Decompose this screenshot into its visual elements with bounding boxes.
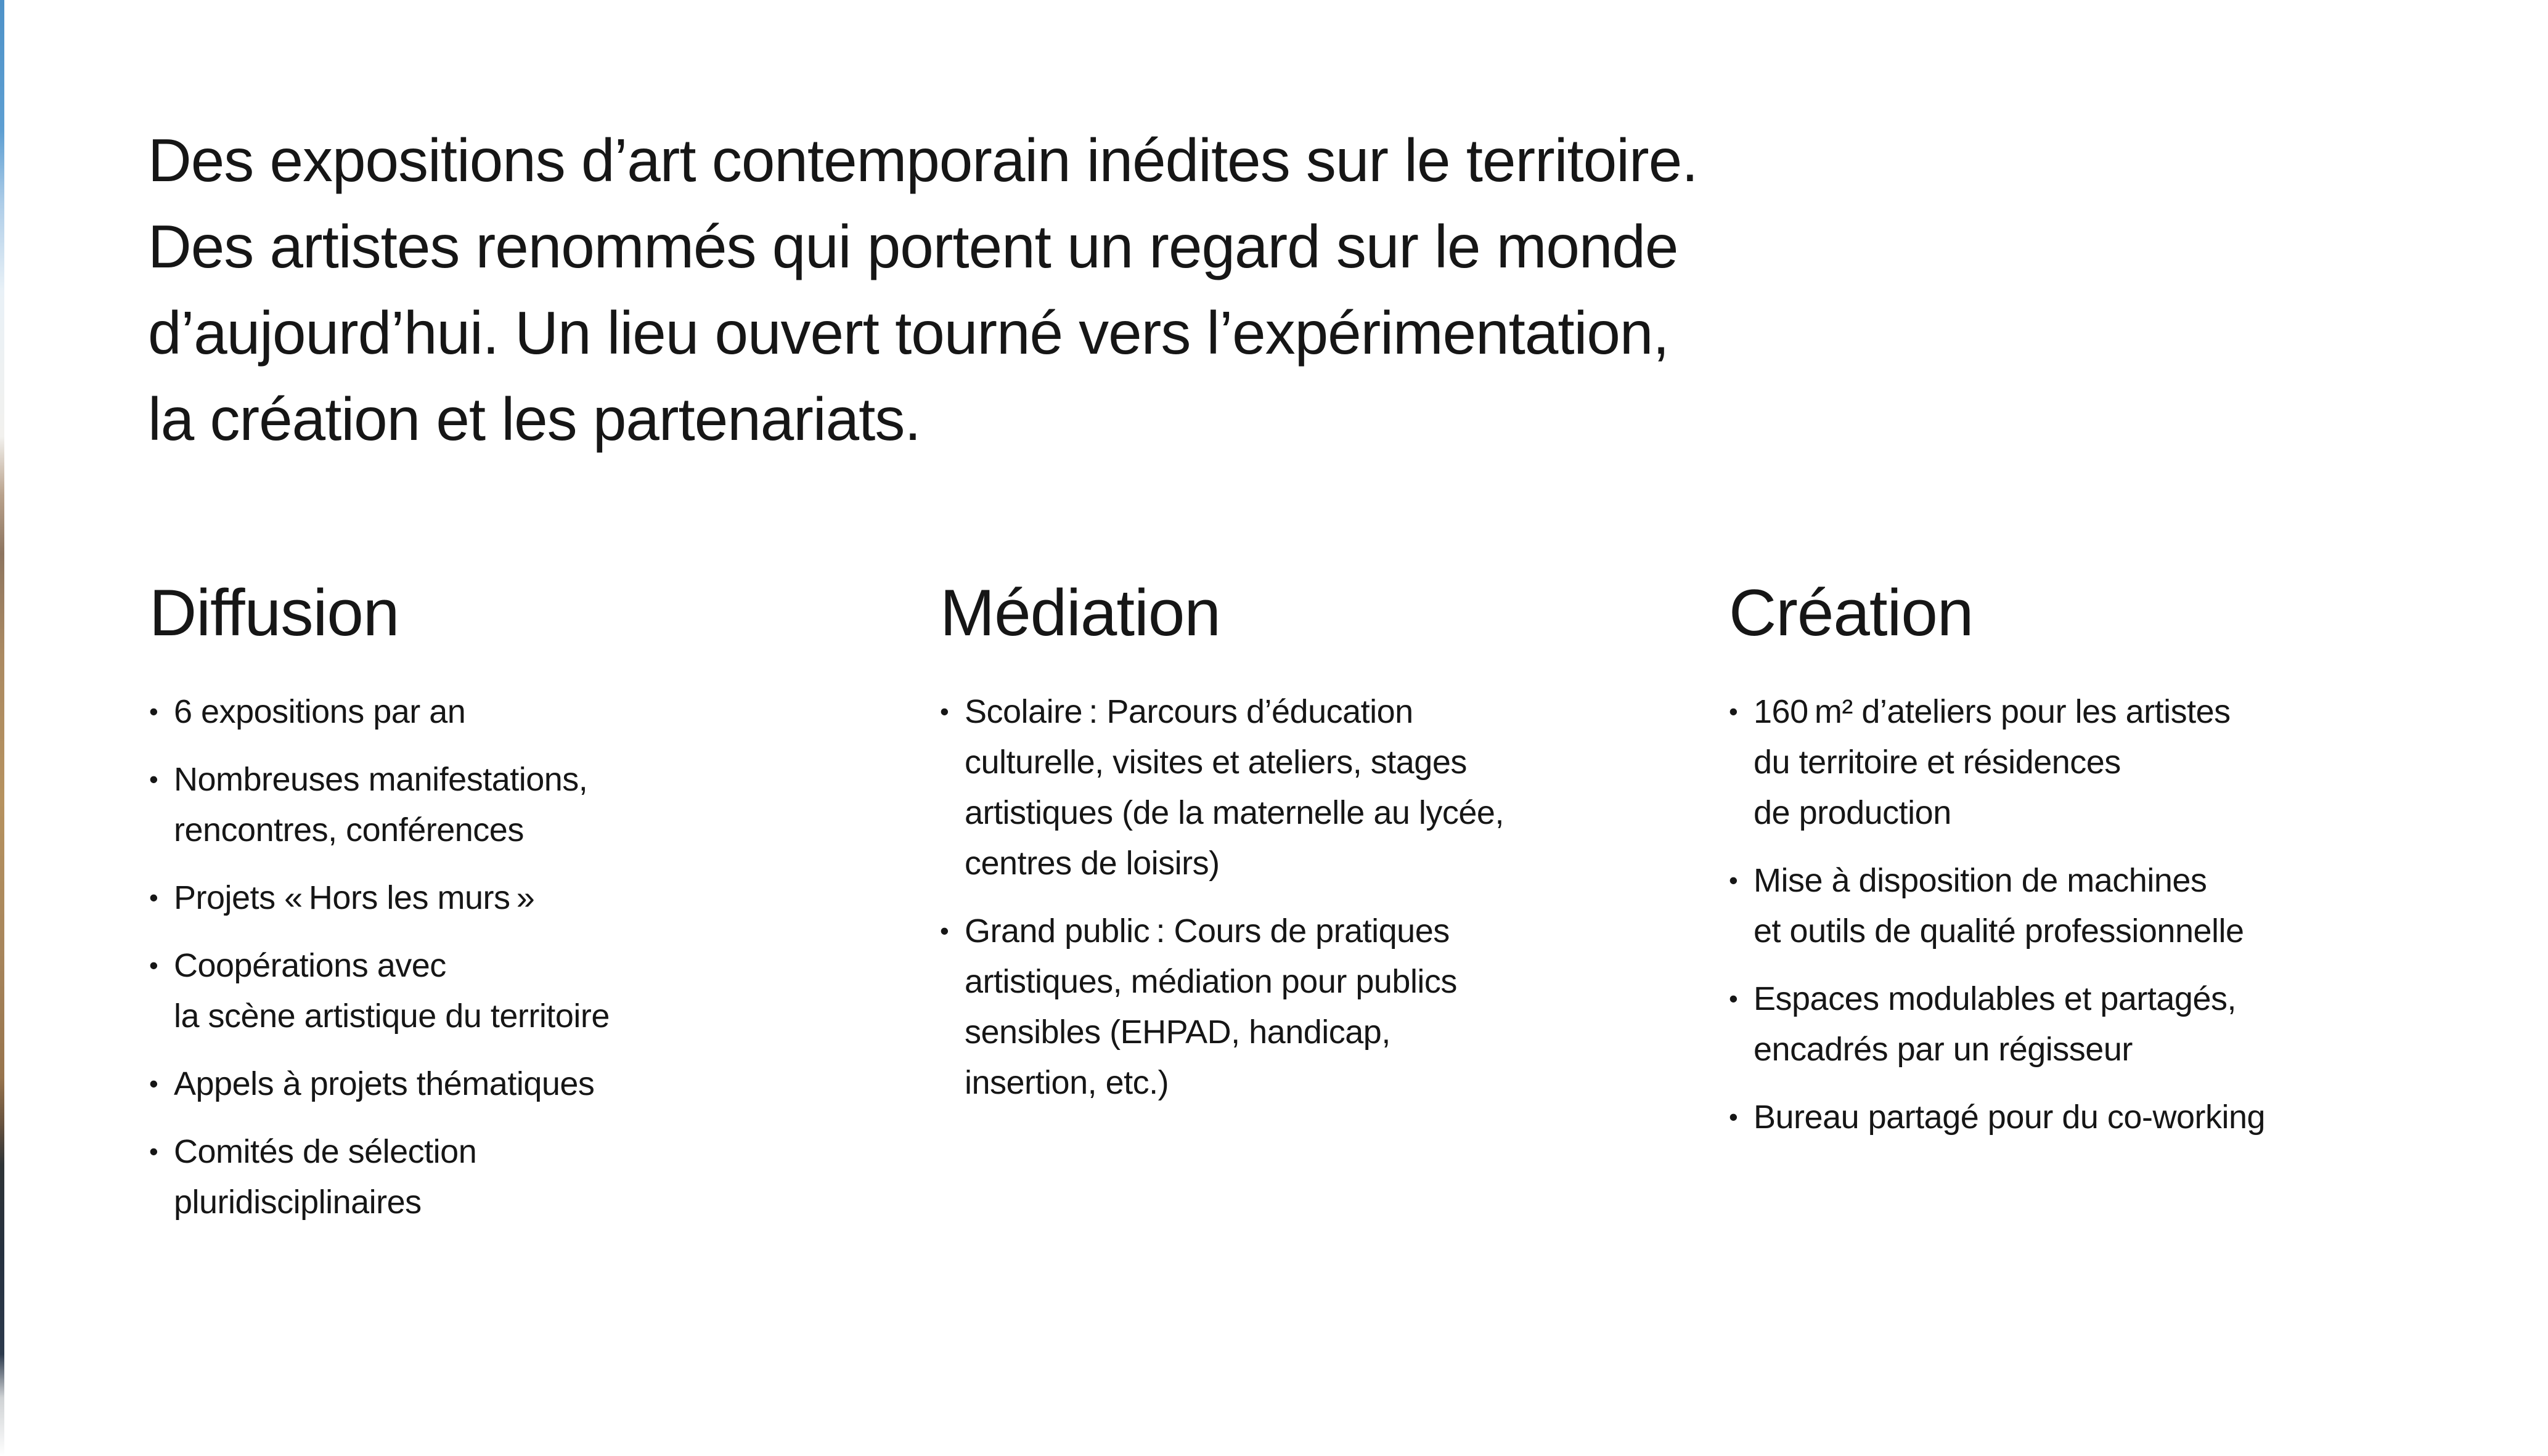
item-line: pluridisciplinaires xyxy=(174,1184,422,1221)
list-item xyxy=(149,686,913,737)
bullet-icon: • xyxy=(1729,866,1738,895)
list-item xyxy=(1729,1092,2536,1142)
item-line: 6 expositions par an xyxy=(174,693,466,730)
list-item xyxy=(1729,686,2536,838)
item-line: Bureau partagé pour du co-working xyxy=(1754,1099,2266,1136)
bullet-icon: • xyxy=(940,916,949,945)
item-line: Projets « Hors les murs » xyxy=(174,879,535,916)
section-title-diffusion: Diffusion xyxy=(149,575,399,649)
list-item xyxy=(149,940,913,1041)
intro-line: d’aujourd’hui. Un lieu ouvert tourné vers l’expérimentation, xyxy=(148,299,1669,367)
item-line: artistiques (de la maternelle au lycée, xyxy=(965,794,1504,831)
list-item xyxy=(1729,974,2536,1075)
list-item xyxy=(1729,855,2536,956)
item-line: centres de loisirs) xyxy=(965,845,1220,882)
intro-line: la création et les partenariats. xyxy=(148,385,921,453)
creation-list xyxy=(1729,686,2536,1142)
bullet-icon: • xyxy=(940,697,949,726)
list-item xyxy=(940,686,1717,889)
list-item xyxy=(149,1126,913,1227)
section-title-mediation: Médiation xyxy=(940,575,1220,649)
item-line: Mise à disposition de machines xyxy=(1754,862,2207,899)
item-line: la scène artistique du territoire xyxy=(174,998,610,1035)
diffusion-list xyxy=(149,686,913,1227)
bullet-icon: • xyxy=(149,1137,158,1166)
intro-paragraph xyxy=(148,117,1697,462)
section-title-creation: Création xyxy=(1729,575,1974,649)
intro-line: Des expositions d’art contemporain inédites sur le territoire. xyxy=(148,126,1698,194)
item-line: et outils de qualité professionnelle xyxy=(1754,913,2244,950)
bullet-icon: • xyxy=(149,883,158,912)
list-item xyxy=(149,872,913,923)
item-line: Grand public : Cours de pratiques xyxy=(965,913,1450,950)
bullet-icon: • xyxy=(149,765,158,794)
item-line: artistiques, médiation pour publics xyxy=(965,963,1457,1000)
item-line: insertion, etc.) xyxy=(965,1064,1169,1101)
item-line: Espaces modulables et partagés, xyxy=(1754,980,2236,1017)
item-line: Comités de sélection xyxy=(174,1133,477,1170)
item-line: Scolaire : Parcours d’éducation xyxy=(965,693,1413,730)
item-line: rencontres, conférences xyxy=(174,811,524,848)
bullet-icon: • xyxy=(149,1069,158,1098)
item-line: 160 m² d’ateliers pour les artistes xyxy=(1754,693,2231,730)
bullet-icon: • xyxy=(149,951,158,980)
item-line: Coopérations avec xyxy=(174,947,446,984)
item-line: de production xyxy=(1754,794,1951,831)
list-item xyxy=(940,906,1717,1108)
item-line: du territoire et résidences xyxy=(1754,744,2121,781)
section-mediation xyxy=(940,575,1717,1125)
item-line: culturelle, visites et ateliers, stages xyxy=(965,744,1467,781)
list-item xyxy=(149,1059,913,1109)
item-line: Appels à projets thématiques xyxy=(174,1065,595,1102)
bullet-icon: • xyxy=(1729,984,1738,1013)
list-item xyxy=(149,754,913,855)
section-creation xyxy=(1729,575,2536,1160)
mediation-list xyxy=(940,686,1717,1108)
bullet-icon: • xyxy=(1729,1102,1738,1131)
item-line: sensibles (EHPAD, handicap, xyxy=(965,1014,1390,1051)
intro-line: Des artistes renommés qui portent un regard sur le monde xyxy=(148,213,1678,280)
item-line: Nombreuses manifestations, xyxy=(174,761,588,798)
page-edge-photo-strip xyxy=(0,0,4,1456)
bullet-icon: • xyxy=(1729,697,1738,726)
section-diffusion xyxy=(149,575,913,1245)
item-line: encadrés par un régisseur xyxy=(1754,1031,2133,1068)
bullet-icon: • xyxy=(149,697,158,726)
